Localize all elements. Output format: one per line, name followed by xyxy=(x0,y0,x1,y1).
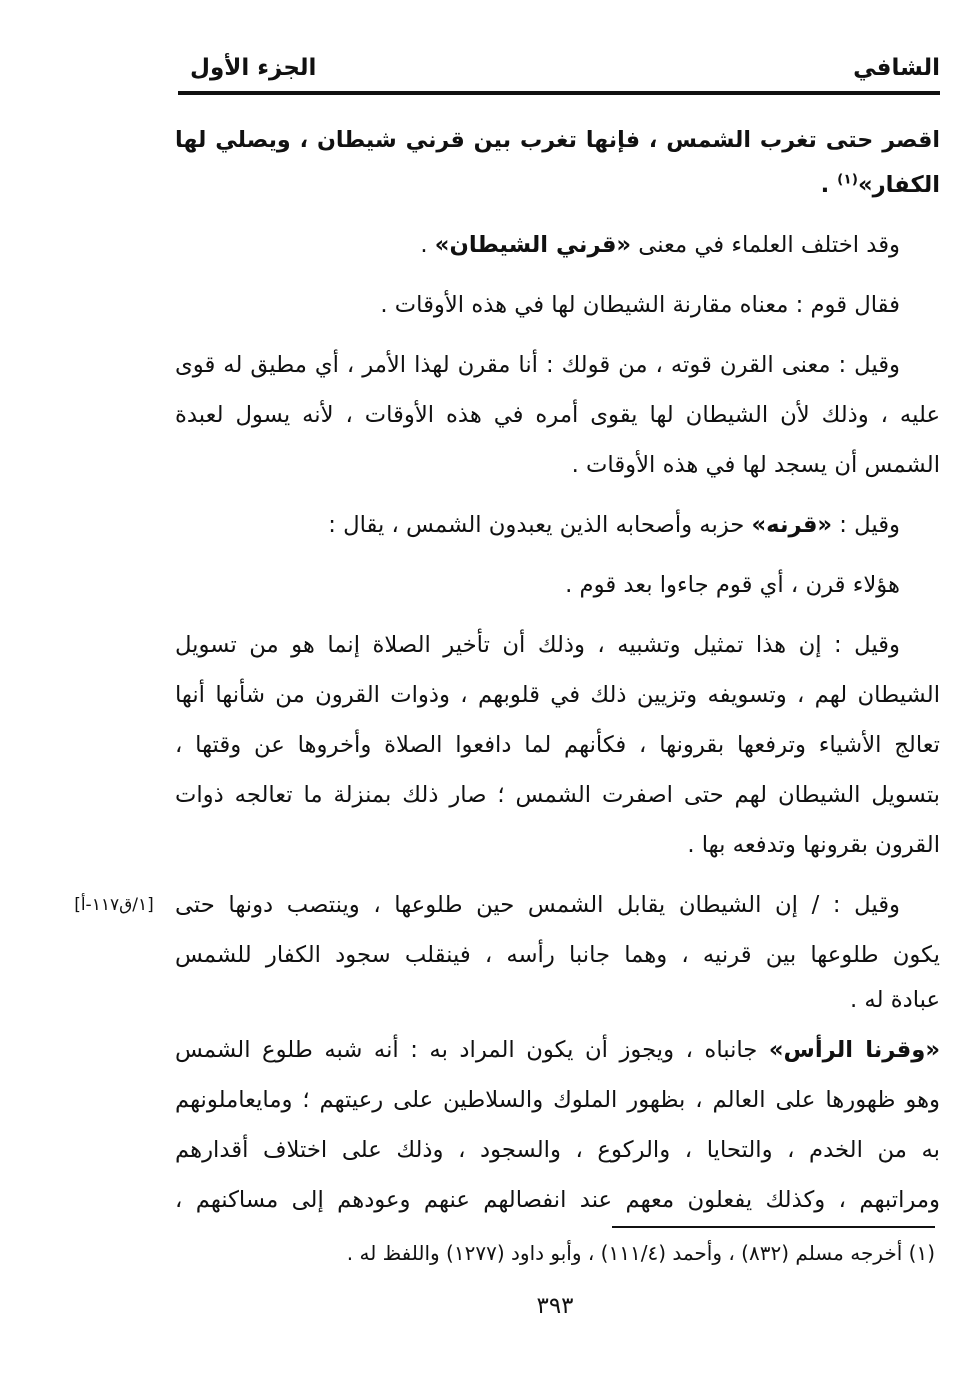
text-segment: الكفار» xyxy=(857,172,940,198)
text-line: هؤلاء قرن ، أي قوم جاءوا بعد قوم . xyxy=(565,572,900,598)
text-segment: وقد اختلف العلماء في معنى xyxy=(631,232,900,258)
text-line: القرون بقرونها وتدفعه بها . xyxy=(687,832,940,858)
header-rule xyxy=(178,91,940,95)
footnote-ref: (١) xyxy=(837,171,858,188)
text-line: تعالج الأشياء وترفعها بقرونها ، فكأنهم لما دافعوا الصلاة وأخروها عن وقتها ، xyxy=(175,732,940,758)
text-line: ومراتبهم ، وكذلك يفعلون معهم عند انفصالهم عنهم وعودهم إلى مساكنهم ، xyxy=(175,1187,940,1213)
text-line: عليه ، وذلك لأن الشيطان لها يقوى أمره في هذه الأوقات ، لأنه يسول لعبدة xyxy=(175,402,940,428)
bold-term: «وقرنا الرأس» xyxy=(768,1037,940,1063)
text-line: وهو ظهورها على العالم ، بظهور الملوك والسلاطين على رعيتهم ؛ ومايعاملونهم xyxy=(175,1087,940,1113)
text-line xyxy=(175,160,940,210)
running-head-title: الشافي xyxy=(853,55,940,81)
text-line xyxy=(175,1025,940,1075)
text-line: فقال قوم : معناه مقارنة الشيطان لها في هذه الأوقات . xyxy=(380,292,900,318)
text-segment: حزبه وأصحابه الذين يعبدون الشمس ، يقال : xyxy=(328,512,752,538)
text-segment: وقيل : xyxy=(832,512,900,538)
bold-term: «قرني الشيطان» xyxy=(434,232,632,258)
text-line: اقصر حتى تغرب الشمس ، فإنها تغرب بين قرني شيطان ، ويصلي لها xyxy=(175,127,940,153)
text-line: وقيل : / إن الشيطان يقابل الشمس حين طلوعها ، وينتصب دونها حتى xyxy=(175,892,900,918)
text-line: به من الخدم ، والتحايا ، والركوع ، والسجود ، وذلك على اختلاف أقدارهم xyxy=(175,1137,940,1163)
footnote: (١) أخرجه مسلم (٨٣٢) ، وأحمد (١١١/٤) ، وأبو داود (١٢٧٧) واللفظ له . xyxy=(346,1241,935,1265)
text-line: وقيل : معنى القرن قوته ، من قولك : أنا مقرن لهذا الأمر ، أي مطيق له قوى xyxy=(175,352,900,378)
text-line xyxy=(175,500,940,550)
text-line: عبادة له . xyxy=(850,987,940,1013)
text-line: وقيل : إن هذا تمثيل وتشبيه ، وذلك أن تأخير الصلاة إنما هو من تسويل xyxy=(175,632,900,658)
margin-folio-note: [١/ق١١٧-أ] xyxy=(74,895,154,915)
text-segment: جانباه ، ويجوز أن يكون المراد به : أنه شبه طلوع الشمس xyxy=(175,1037,769,1063)
text-line: الشيطان لهم ، وتسويفه وتزيين ذلك في قلوبهم ، وذوات القرون من شأنها أنها xyxy=(175,682,940,708)
main-text xyxy=(175,115,940,1225)
bold-term: «قرنه» xyxy=(751,512,833,538)
text-line: الشمس أن يسجد لها في هذه الأوقات . xyxy=(571,452,940,478)
page-number: ٣٩٣ xyxy=(536,1293,574,1319)
running-head-volume: الجزء الأول xyxy=(190,55,317,81)
text-segment: . xyxy=(820,172,838,198)
text-segment: . xyxy=(420,232,435,258)
footnote-separator xyxy=(612,1226,935,1228)
text-line: يكون طلوعها بين قرنيه ، وهما جانبا رأسه ، فينقلب سجود الكفار للشمس xyxy=(175,942,940,968)
text-line xyxy=(175,220,940,270)
text-line: بتسويل الشيطان لهم حتى اصفرت الشمس ؛ صار ذلك بمنزلة ما تعالجه ذوات xyxy=(175,782,940,808)
